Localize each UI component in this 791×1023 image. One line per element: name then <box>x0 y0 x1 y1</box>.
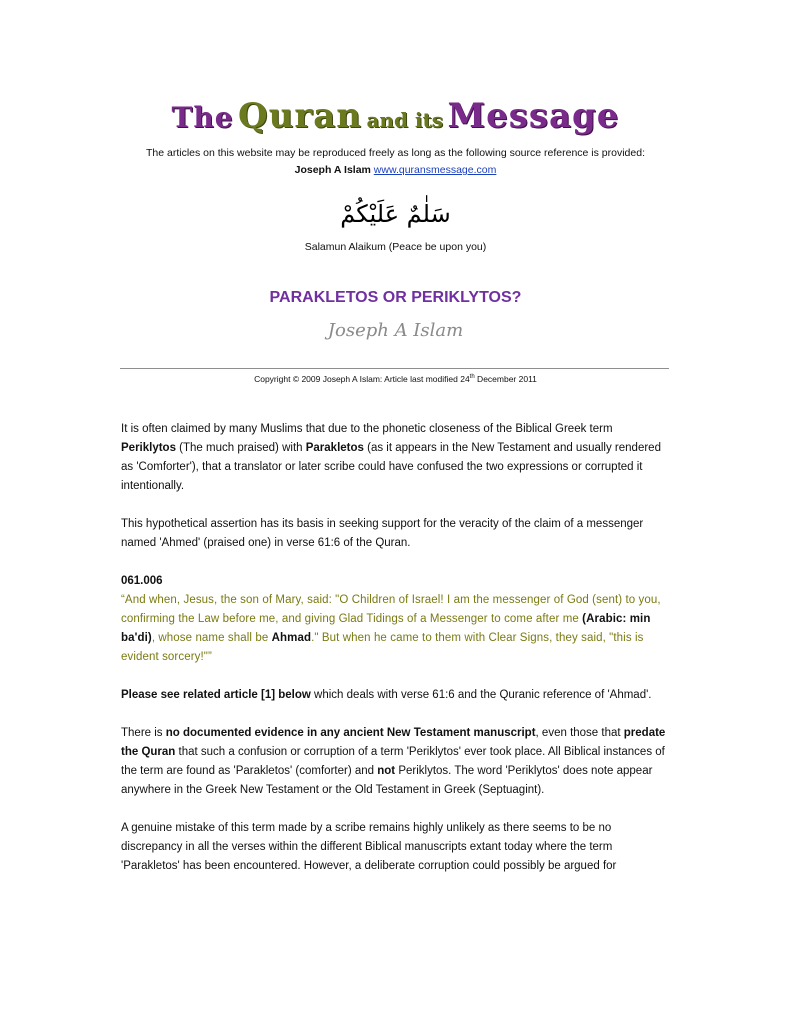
arabic-greeting: سَلٰمٌ عَلَيْكُمْ <box>340 200 451 228</box>
reproduction-notice <box>0 145 791 179</box>
notice-source-line <box>0 162 791 179</box>
article-body <box>121 420 670 895</box>
p4-bold-predate: predate the Quran <box>121 727 666 758</box>
masthead-message: Message <box>447 96 620 136</box>
p4-text-e: that such a confusion or corruption of a term 'Periklytos' ever took place. All Biblical instances of the term are found as 'Parakletos' (comforter) and <box>121 746 665 777</box>
copyright-line <box>0 374 791 384</box>
p4-text-a: There is <box>121 727 166 739</box>
copyright-date: December 2011 <box>474 374 537 384</box>
paragraph-1 <box>121 420 670 496</box>
paragraph-2: This hypothetical assertion has its basis in seeking support for the veracity of the claim of a messenger named 'Ahmed' (praised one) in verse 61:6 of the Quran. <box>121 518 644 549</box>
p1-term-parakletos: Parakletos <box>305 442 364 454</box>
p3-text-b: which deals with verse 61:6 and the Quranic reference of 'Ahmad'. <box>310 689 652 701</box>
notice-text: The articles on this website may be reproduced freely as long as the following source reference is provided: <box>145 147 645 159</box>
verse-text-c: , whose name shall be <box>151 632 272 644</box>
related-article-reference: Please see related article [1] below <box>121 689 311 701</box>
header-divider <box>120 368 669 369</box>
p1-text-c: (The much praised) with <box>175 442 306 454</box>
masthead-and-its: and its <box>366 108 443 132</box>
p4-text-g: Periklytos. The word 'Periklytos' does note appear anywhere in the Greek New Testament or the Old Testament in Greek (Septuagint). <box>121 765 653 796</box>
verse-arabic-note: (Arabic: min ba'di) <box>121 613 651 644</box>
verse-reference: 061.006 <box>121 575 163 587</box>
website-link[interactable]: www.quransmessage.com <box>373 164 497 176</box>
paragraph-3 <box>121 686 670 705</box>
article-title: PARAKLETOS OR PERIKLYTOS? <box>269 289 522 306</box>
paragraph-5: A genuine mistake of this term made by a scribe remains highly unlikely as there seems to be no discrepancy in all the verses within the different Biblical manuscripts extant today where the term 'Parakletos' has been encountered. However, a deliberate corruption could possibly be argued for <box>121 822 617 872</box>
verse-text-e: ." But when he came to them with Clear Signs, they said, "this is evident sorcery!"” <box>121 632 644 663</box>
greeting-translation: Salamun Alaikum (Peace be upon you) <box>304 241 487 253</box>
p1-text-a: It is often claimed by many Muslims that due to the phonetic closeness of the Biblical Greek term <box>121 423 613 435</box>
masthead-quran: Quran <box>238 96 362 136</box>
p1-term-periklytos: Periklytos <box>121 442 176 454</box>
p4-text-c: , even those that <box>535 727 624 739</box>
author-signature: Joseph A Islam <box>327 320 464 341</box>
notice-author: Joseph A Islam <box>294 164 371 176</box>
verse-name-ahmad: Ahmad <box>271 632 312 644</box>
verse-quote <box>121 591 670 667</box>
p4-bold-not: not <box>377 765 396 777</box>
paragraph-4 <box>121 724 670 800</box>
verse-text-a: “And when, Jesus, the son of Mary, said: "O Children of Israel! I am the messenger of God (sent) to you, confirming the Law before me, and giving Glad Tidings of a Messenger to come after me <box>121 594 661 625</box>
copyright-ordinal: th <box>469 374 475 381</box>
site-masthead-logo <box>0 96 791 136</box>
p1-text-e: (as it appears in the New Testament and usually rendered as 'Comforter'), that a translator or later scribe could have confused the two expressions or corrupted it intentionally. <box>121 442 661 492</box>
copyright-text: Copyright © 2009 Joseph A Islam: Article last modified 24 <box>254 374 470 384</box>
p4-bold-evidence: no documented evidence in any ancient New Testament manuscript <box>165 727 536 739</box>
masthead-the: The <box>171 101 234 134</box>
